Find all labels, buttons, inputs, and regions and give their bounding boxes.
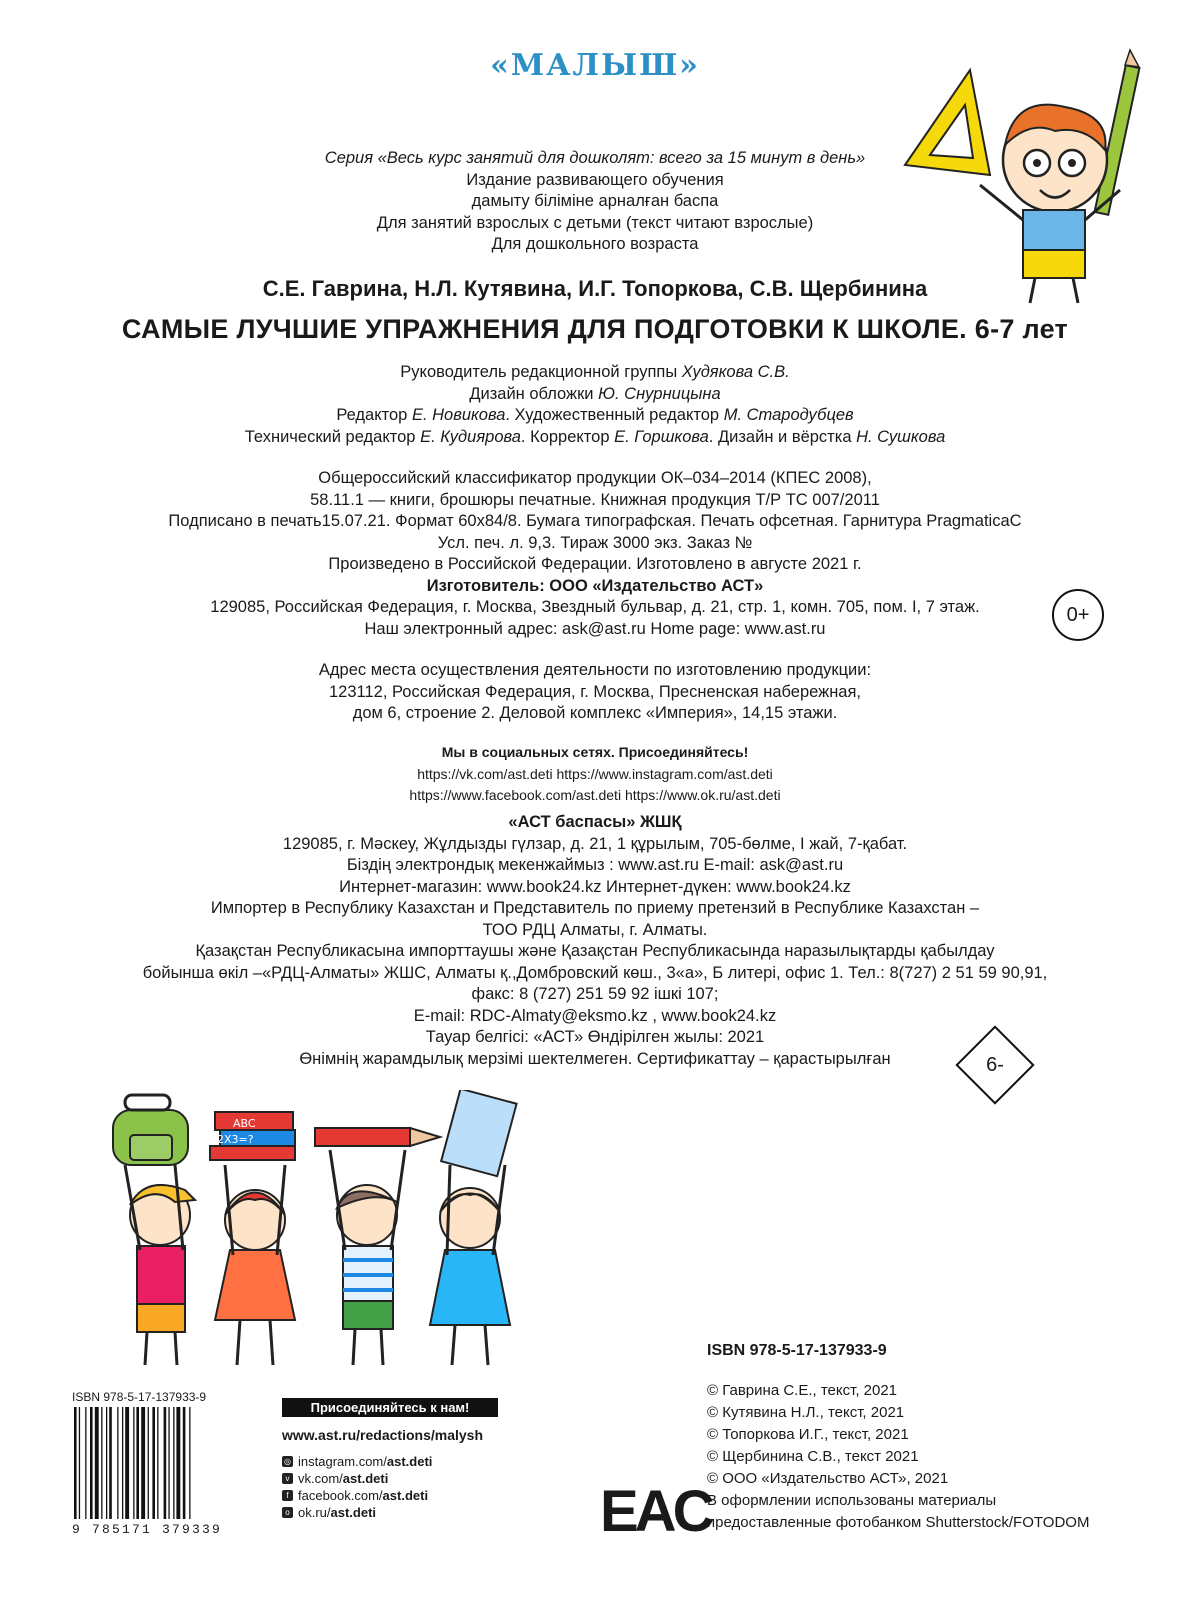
kz-line: Өнімнің жарамдылық мерзімі шектелмеген. Сертификаттау – қарастырылған (299, 1049, 891, 1068)
kid-3 (330, 1150, 405, 1365)
production-address (0, 660, 1190, 725)
kz-line: ТОО РДЦ Алматы, г. Алматы. (482, 920, 708, 939)
kz-title: «АСТ баспасы» ЖШҚ (508, 813, 682, 831)
barcode-bar (148, 1407, 149, 1519)
backpack-icon (113, 1095, 188, 1165)
social-title: Мы в социальных сетях. Присоединяйтесь! (441, 744, 749, 760)
copyright-line: © ООО «Издательство АСТ», 2021 (707, 1470, 949, 1487)
kz-line: бойынша өкіл –«РДЦ-Алматы» ЖШС, Алматы қ.,Домбровский көш., 3«а», Б литері, офис 1. Тел.: 8(727) 2 51 59 90,91, (142, 963, 1048, 982)
barcode-bar (133, 1407, 134, 1519)
kids-illustration (105, 1090, 545, 1380)
kz-block (0, 812, 1190, 1070)
barcode-bar (109, 1407, 112, 1519)
barcode-bar (90, 1407, 93, 1519)
social-item-vk[interactable]: v vk.com/ ast.deti (282, 1470, 502, 1487)
barcode-bar (125, 1407, 129, 1519)
barcode-bar (101, 1407, 102, 1519)
address-line: Адрес места осуществления деятельности по изготовлению продукции: (318, 661, 872, 679)
social-link-line[interactable]: https://vk.com/ast.deti https://www.instagram.com/ast.deti (417, 765, 773, 782)
barcode-bar (176, 1407, 180, 1519)
kid-4 (430, 1165, 510, 1365)
svg-text:2X3=?: 2X3=? (217, 1133, 254, 1146)
kz-line: Қазақстан Республикасына импорттаушы және Қазақстан Республикасында наразылықтарды қабылдау (195, 942, 995, 960)
notebook-icon (441, 1090, 516, 1176)
kz-line: E-mail: RDC-Almaty@eksmo.kz , www.book24.kz (413, 1006, 777, 1025)
series-line: Для занятий взрослых с детьми (текст читают взрослые) (376, 213, 814, 232)
social-block (0, 742, 1190, 807)
svg-text:ABC: ABC (233, 1117, 256, 1130)
barcode-bar (106, 1407, 107, 1519)
copyright-block (707, 1380, 1089, 1534)
copyright-line: © Щербинина С.В., текст 2021 (707, 1448, 919, 1465)
kz-line: факс: 8 (727) 251 59 92 ішкі 107; (471, 985, 719, 1003)
authors: С.Е. Гаврина, Н.Л. Кутявина, И.Г. Топоркова, С.В. Щербинина (262, 276, 928, 301)
books-icon (210, 1112, 295, 1160)
isbn: ISBN 978-5-17-137933-9 (707, 1342, 887, 1359)
kz-line: Біздің электрондық мекенжаймыз : www.ast.ru E-mail: ask@ast.ru (346, 856, 844, 874)
print-info (0, 468, 1190, 640)
credit-line: Дизайн обложки Ю. Снурницына (469, 384, 721, 403)
barcode-bar (157, 1407, 158, 1519)
kz-line: Тауар белгісі: «АСТ» Өндірілген жылы: 2021 (425, 1028, 765, 1046)
publisher-logo: «МАЛЫШ» (490, 48, 700, 83)
series-block (0, 148, 1190, 256)
address-line: 123112, Российская Федерация, г. Москва, Пресненская набережная, (328, 682, 861, 701)
barcode-bar (168, 1407, 169, 1519)
social-item-facebook[interactable]: f facebook.com/ ast.deti (282, 1487, 502, 1504)
copyright-line: © Топоркова И.Г., текст, 2021 (707, 1426, 909, 1443)
address-line: дом 6, строение 2. Деловой комплекс «Империя», 14,15 этажи. (352, 704, 838, 722)
barcode-bar (74, 1407, 77, 1519)
barcode-digits: 9 785171 379339 (72, 1522, 223, 1537)
barcode-bar (95, 1407, 99, 1519)
copyright-line: предоставленные фотобанком Shutterstock/FOTODOM (707, 1514, 1090, 1531)
ok-icon: o (282, 1507, 293, 1518)
book-title: САМЫЕ ЛУЧШИЕ УПРАЖНЕНИЯ ДЛЯ ПОДГОТОВКИ К ШКОЛЕ. 6-7 лет (121, 314, 1069, 344)
barcode-bar (164, 1407, 167, 1519)
barcode-bar (141, 1407, 145, 1519)
social-box-title: Присоединяйтесь к нам! (282, 1398, 498, 1417)
print-info-line: Усл. печ. л. 9,3. Тираж 3000 экз. Заказ № (437, 533, 753, 552)
credit-line: Руководитель редакционной группы Худякова С.В. (400, 363, 790, 381)
barcode-bar (152, 1407, 155, 1519)
kid-2 (215, 1165, 295, 1365)
credits-block (0, 362, 1190, 448)
barcode-bar (173, 1407, 174, 1519)
credit-line: Редактор Е. Новикова. Художественный редактор М. Стародубцев (336, 406, 854, 424)
social-item-instagram[interactable]: ◎ instagram.com/ ast.deti (284, 1454, 433, 1469)
manufacturer: Изготовитель: ООО «Издательство АСТ» (426, 576, 764, 595)
instagram-icon: ◎ (282, 1456, 293, 1467)
copyright-line: © Кутявина Н.Л., текст, 2021 (707, 1404, 905, 1421)
credit-line: Технический редактор Е. Кудиярова. Корректор Е. Горшкова. Дизайн и вёрстка Н. Сушкова (244, 427, 946, 446)
series-line: дамыту біліміне арналған баспа (471, 192, 719, 210)
kz-line: Импортер в Республику Казахстан и Представитель по приему претензий в Республике Казахстан – (210, 899, 980, 917)
barcode-bar (122, 1407, 123, 1519)
pencil-icon (315, 1128, 440, 1146)
print-info-line: Произведено в Российской Федерации. Изготовлено в августе 2021 г. (328, 555, 862, 573)
vk-icon: v (282, 1473, 293, 1484)
barcode-bar (117, 1407, 118, 1519)
social-item-ok[interactable]: o ok.ru/ ast.deti (282, 1504, 502, 1521)
manufacturer-line: Наш электронный адрес: ask@ast.ru Home page: www.ast.ru (364, 619, 826, 638)
age-rating-badge: 0+ (1052, 589, 1104, 641)
barcode-bar (85, 1407, 86, 1519)
barcode-bar (136, 1407, 139, 1519)
copyright-line: В оформлении использованы материалы (707, 1492, 997, 1509)
print-info-line: Подписано в печать15.07.21. Формат 60х84/8. Бумага типографская. Печать офсетная. Гарнитура PragmaticaC (168, 512, 1022, 530)
kid-1 (125, 1165, 195, 1365)
series-line: Серия «Весь курс занятий для дошколят: всего за 15 минут в день» (324, 149, 866, 167)
age-rating-kz-badge: 6- (986, 1053, 1004, 1076)
isbn-small: ISBN 978-5-17-137933-9 (72, 1390, 207, 1404)
series-line: Издание развивающего обучения (466, 170, 724, 189)
barcode-bar (79, 1407, 80, 1519)
social-box (282, 1398, 502, 1521)
manufacturer-line: 129085, Российская Федерация, г. Москва, Звездный бульвар, д. 21, стр. 1, комн. 705, пом. I, 7 этаж. (210, 598, 980, 616)
kz-line: Интернет-магазин: www.book24.kz Интернет-дүкен: www.book24.kz (339, 877, 851, 896)
barcode (72, 1407, 232, 1527)
copyright-line: © Гаврина С.Е., текст, 2021 (707, 1382, 898, 1399)
social-box-site[interactable]: www.ast.ru/redactions/malysh (282, 1427, 483, 1443)
series-line: Для дошкольного возраста (491, 235, 699, 253)
social-link-line[interactable]: https://www.facebook.com/ast.deti https://www.ok.ru/ast.deti (409, 787, 781, 803)
print-info-line: 58.11.1 — книги, брошюры печатные. Книжная продукция Т/Р ТС 007/2011 (310, 490, 880, 509)
facebook-icon: f (282, 1490, 293, 1501)
kz-line: 129085, г. Мәскеу, Жұлдызды гүлзар, д. 21, 1 құрылым, 705-бөлме, I жай, 7-қабат. (282, 834, 908, 853)
eac-mark: EAC (600, 1479, 711, 1544)
barcode-bar (183, 1407, 186, 1519)
barcode-bar (189, 1407, 190, 1519)
print-info-line: Общероссийский классификатор продукции ОК–034–2014 (КПЕС 2008), (318, 469, 872, 487)
